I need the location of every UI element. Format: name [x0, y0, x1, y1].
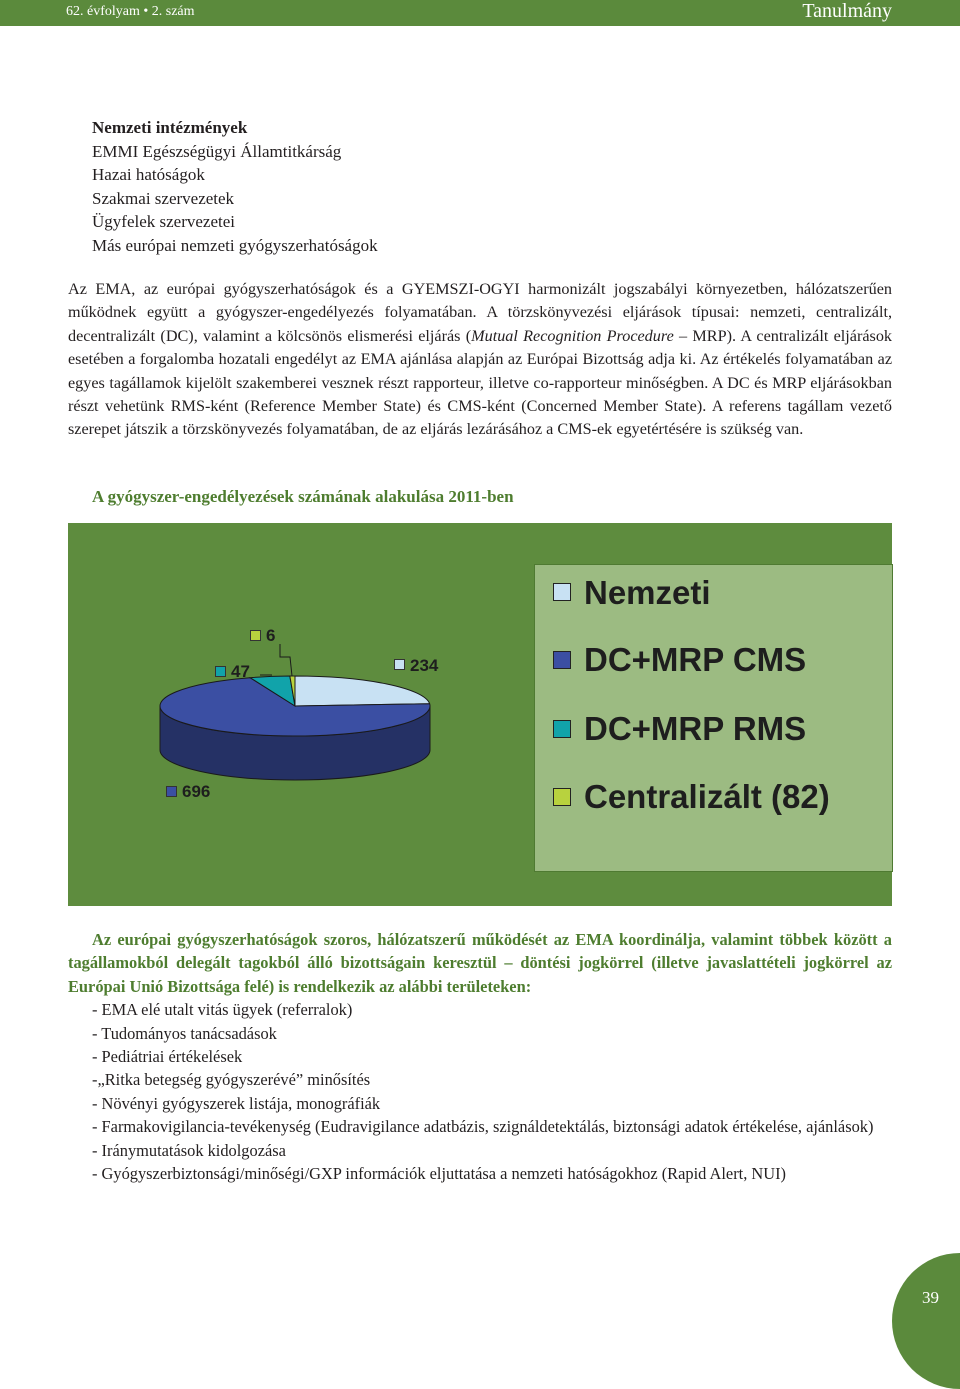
legend-swatch-nemzeti — [553, 583, 571, 601]
legend-label-nemzeti: Nemzeti — [584, 574, 711, 611]
institutions-title: Nemzeti intézmények — [92, 118, 248, 137]
header-bar — [0, 0, 960, 26]
data-swatch-centralizalt — [250, 630, 261, 641]
body-paragraph — [68, 278, 892, 442]
pie-slice-nemzeti — [295, 676, 430, 706]
bottom-section — [68, 928, 892, 1185]
page-number: 39 — [922, 1288, 939, 1307]
list-item: - Gyógyszerbiztonsági/minőségi/GXP információk eljuttatása a nemzeti hatóságokhoz (Rapid Alert, NUI) — [92, 1164, 786, 1184]
bottom-intro: Az európai gyógyszerhatóságok szoros, hálózatszerű működését az EMA koordinálja, valamint többek között a tagállamokból delegált tagokból álló bizottságain keresztül – döntési jogkörrel (illetve javaslattételi jogkörrel az Európai Unió Bizottsága felé) is rendelkezik az alábbi területeken: — [68, 930, 892, 996]
list-item: - Pediátriai értékelések — [92, 1047, 243, 1067]
body-text-part2: – MRP). A centralizált eljárások esetében a forgalomba hozatali engedélyt az EMA ajánlása alapján az Európai Bizottság adja ki. Az értékelés folyamatában az egyes tagállamok kijelölt szakemberei vesznek részt rapporteur, illetve co-rapporteur minőségben. A DC és MRP eljárásokban részt vehetünk RMS-ként (Reference Member State) és CMS-ként (Concerned Member State). A referens tagállam vezető szerepet játszik a törzskönyvezés folyamatában, de az eljárás lezárásához a CMS-ek egyetértésére is szükség van. — [68, 326, 893, 439]
pie-chart — [68, 523, 892, 906]
data-swatch-rms — [215, 666, 226, 677]
issue-info: 62. évfolyam • 2. szám — [66, 4, 195, 19]
chart-title: A gyógyszer-engedélyezések számának alakulása 2011-ben — [92, 487, 514, 506]
legend-swatch-centralizalt — [553, 788, 571, 806]
list-item: - Növényi gyógyszerek listája, monográfiák — [92, 1093, 381, 1113]
legend-label-cms: DC+MRP CMS — [584, 641, 807, 678]
list-item: - Tudományos tanácsadások — [92, 1023, 277, 1043]
leader-line-centralizalt — [280, 644, 292, 676]
institution-item: Hazai hatóságok — [92, 165, 205, 184]
data-label-rms: 47 — [231, 662, 250, 681]
data-label-cms: 696 — [182, 782, 211, 801]
list-item: -„Ritka betegség gyógyszerévé” minősítés — [92, 1070, 371, 1090]
institution-item: Szakmai szervezetek — [92, 188, 235, 208]
list-item: - EMA elé utalt vitás ügyek (referralok) — [92, 1000, 353, 1020]
legend-label-centralizalt: Centralizált (82) — [584, 778, 830, 815]
institution-item: Ügyfelek szervezetei — [92, 212, 235, 231]
body-text-part1: Az EMA, az európai gyógyszerhatóságok és a GYEMSZI-OGYI harmonizált jogszabályi környezetben, hálózatszerűen működnek együtt a gyógyszer-engedélyezés folyamatában. A törzskönyvezési eljárások típusai: nemzeti, centralizált, decentralizált (DC), valamint a kölcsönös elismerési eljárás ( — [68, 280, 892, 345]
chart-legend — [534, 564, 893, 872]
institution-item: EMMI Egészségügyi Államtitkárság — [92, 141, 342, 161]
legend-label-rms: DC+MRP RMS — [584, 710, 807, 747]
institutions-list — [92, 116, 378, 257]
list-item: - Iránymutatások kidolgozása — [92, 1140, 286, 1160]
body-text-italic: Mutual Recognition Procedure — [471, 326, 674, 345]
legend-swatch-rms — [553, 720, 571, 738]
data-label-nemzeti: 234 — [410, 656, 439, 675]
page-corner-decoration — [892, 1253, 960, 1389]
data-swatch-cms — [166, 786, 177, 797]
data-label-centralizalt: 6 — [266, 626, 276, 645]
institution-item: Más európai nemzeti gyógyszerhatóságok — [92, 235, 378, 255]
legend-swatch-cms — [553, 651, 571, 669]
data-swatch-nemzeti — [394, 659, 405, 670]
list-item: - Farmakovigilancia-tevékenység (Eudravigilance adatbázis, szignáldetektálás, biztonsági adatok értékelése, ajánlások) — [92, 1117, 874, 1137]
section-title: Tanulmány — [802, 0, 892, 22]
